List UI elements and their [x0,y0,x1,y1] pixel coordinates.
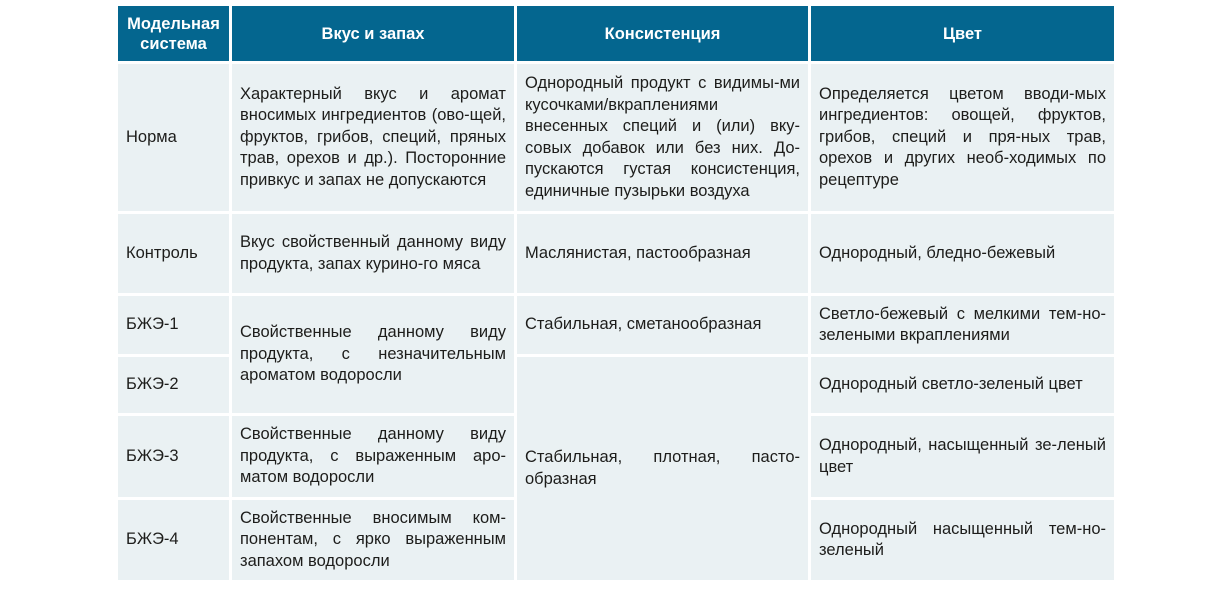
row-bje3-taste [232,416,514,497]
header-model-system-label: Модельная система [127,14,220,53]
row-control-color-text: Однородный, бледно-бежевый [819,243,1056,262]
row-control-name [118,214,229,293]
row-bje3-color [811,416,1114,497]
row-bje1-consistency [517,296,808,354]
row-bje234-consistency [517,357,808,580]
row-norma-consistency [517,64,808,211]
row-bje4-color-text: Однородный насыщенный тем-но-зеленый [819,519,1106,559]
row-bje4-color [811,500,1114,580]
row-bje4-taste-text: Свойственные вносимым ком-понентам, с ярко выраженным запахом водоросли [240,508,506,570]
header-consistency-label: Консистенция [604,24,721,43]
row-bje3-name-text: БЖЭ-3 [126,446,179,465]
row-bje12-taste-text: Свойственные данному виду продукта, с незначительным ароматом водоросли [240,323,506,385]
row-control-taste-text: Вкус свойственный данному виду продукта, запах курино-го мяса [240,233,506,273]
row-norma-taste-text: Характерный вкус и аромат вносимых ингредиентов (ово-щей, фруктов, грибов, специй, пряных трав, орехов и др.). Посторонние привкус и запах не допускаются [240,84,506,189]
header-taste-smell [232,6,514,61]
row-bje2-color-text: Однородный светло-зеленый цвет [819,375,1083,394]
row-bje2-name-text: БЖЭ-2 [126,375,179,394]
row-control-name-text: Контроль [126,243,198,262]
row-bje3-name [118,416,229,497]
row-norma-color-text: Определяется цветом вводи-мых ингредиентов: овощей, фруктов, грибов, специй и пря-ных трав, орехов и других необ-ходимых по рецептуре [819,84,1106,189]
row-norma-taste [232,64,514,211]
header-taste-smell-label: Вкус и запах [321,24,425,43]
row-norma-consistency-text: Однородный продукт с видимы-ми кусочками/вкраплениями внесенных специй и (или) вку-совых добавок или без них. До-пускаются густая консистенция, единичные пузырьки воздуха [525,74,800,200]
row-control-consistency-text: Маслянистая, пастообразная [525,243,751,262]
row-norma-name [118,64,229,211]
row-bje4-name-text: БЖЭ-4 [126,530,179,549]
row-bje3-color-text: Однородный, насыщенный зе-леный цвет [819,436,1106,476]
row-bje1-color-text: Светло-бежевый с мелкими тем-но-зелеными вкраплениями [819,304,1106,344]
row-bje12-taste [232,296,514,413]
row-bje1-color [811,296,1114,354]
header-color [811,6,1114,61]
row-bje1-name-text: БЖЭ-1 [126,315,179,334]
row-bje3-taste-text: Свойственные данному виду продукта, с выраженным аро-матом водоросли [240,425,506,487]
row-bje234-consistency-text: Стабильная, плотная, пасто-образная [525,448,800,488]
row-norma-color [811,64,1114,211]
header-consistency [517,6,808,61]
row-bje4-name [118,500,229,580]
header-model-system [118,6,229,61]
row-bje2-color [811,357,1114,413]
row-control-color [811,214,1114,293]
row-control-taste [232,214,514,293]
row-bje2-name [118,357,229,413]
row-bje4-taste [232,500,514,580]
row-control-consistency [517,214,808,293]
row-norma-name-text: Норма [126,127,177,146]
row-bje1-name [118,296,229,354]
header-color-label: Цвет [942,24,983,43]
row-bje1-consistency-text: Стабильная, сметанообразная [525,315,762,334]
